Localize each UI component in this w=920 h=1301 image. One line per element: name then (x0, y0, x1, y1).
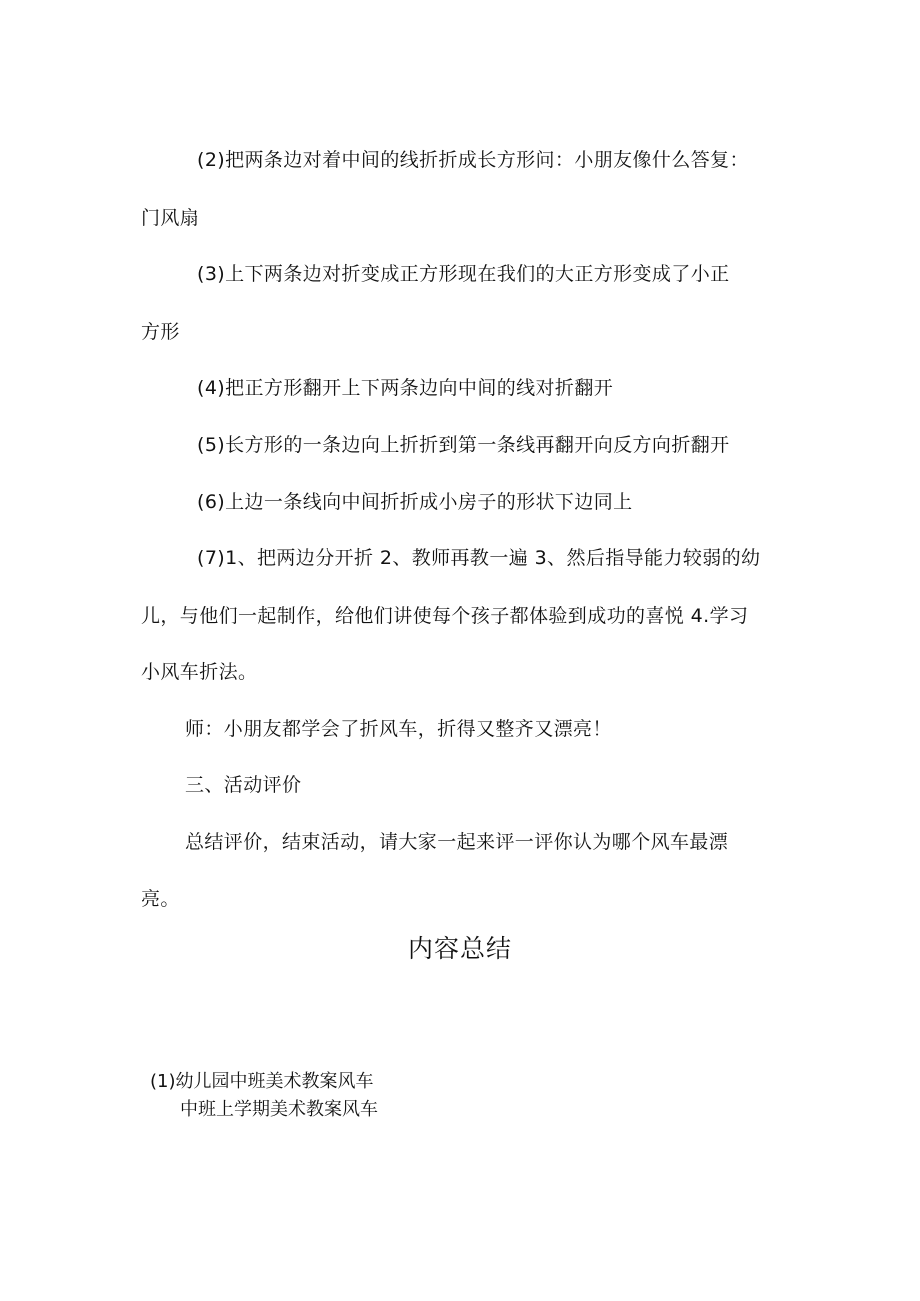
teacher-remark: 师：小朋友都学会了折风车，折得又整齐又漂亮！ (185, 718, 612, 740)
step-7-line-1: (7)1、把两边分开折 2、教师再教一遍 3、然后指导能力较弱的幼 (197, 547, 761, 569)
evaluation-line-1: 总结评价，结束活动，请大家一起来评一评你认为哪个风车最漂 (185, 831, 729, 853)
step-7-line-2: 儿，与他们一起制作，给他们讲使每个孩子都体验到成功的喜悦 4.学习 (141, 605, 749, 627)
step-5: (5)长方形的一条边向上折折到第一条线再翻开向反方向折翻开 (197, 434, 730, 456)
step-3-line-2: 方形 (141, 321, 180, 343)
step-2-line-2: 门风扇 (141, 207, 200, 229)
summary-item-2: 中班上学期美术教案风车 (180, 1099, 378, 1120)
step-6: (6)上边一条线向中间折折成小房子的形状下边同上 (197, 491, 633, 513)
section-3-heading: 三、活动评价 (185, 774, 302, 796)
step-7-line-3: 小风车折法。 (141, 661, 258, 683)
step-3-line-1: (3)上下两条边对折变成正方形现在我们的大正方形变成了小正 (197, 263, 730, 285)
evaluation-line-2: 亮。 (141, 888, 180, 910)
summary-item-1: (1)幼儿园中班美术教案风车 (150, 1071, 374, 1092)
step-4: (4)把正方形翻开上下两条边向中间的线对折翻开 (197, 377, 614, 399)
step-2-line-1: (2)把两条边对着中间的线折折成长方形问：小朋友像什么答复： (197, 149, 749, 171)
summary-title: 内容总结 (407, 934, 512, 963)
